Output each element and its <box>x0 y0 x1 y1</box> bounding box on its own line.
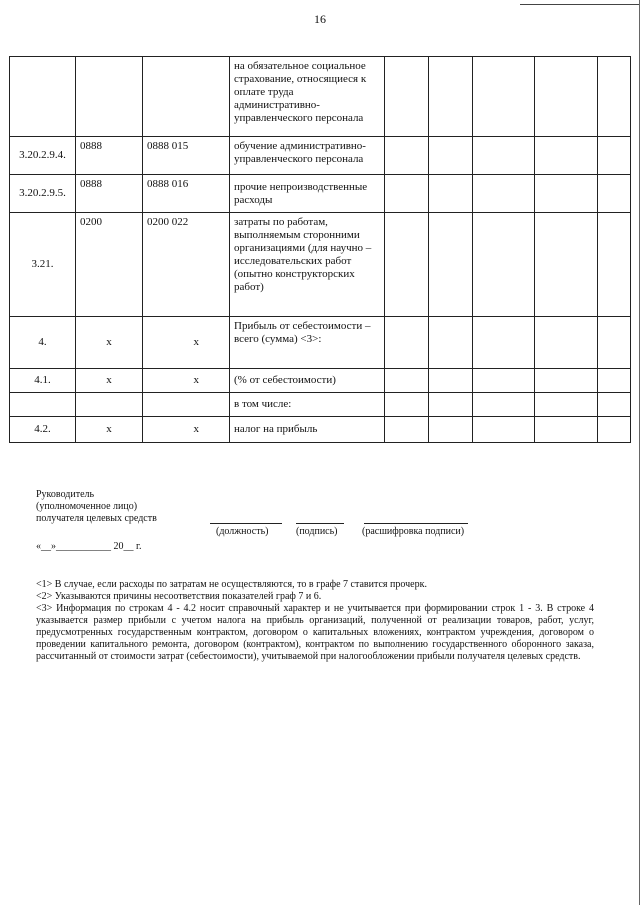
table-row <box>10 137 631 175</box>
row-description: обучение административно-управленческого персонала <box>230 137 385 175</box>
row-description: в том числе: <box>230 393 385 417</box>
row-number: 4.1. <box>10 369 76 393</box>
value-cell <box>598 137 631 175</box>
signatory-block <box>36 489 157 525</box>
value-cell <box>429 213 473 317</box>
value-cell <box>429 137 473 175</box>
value-cell <box>385 213 429 317</box>
row-code <box>76 393 143 417</box>
value-cell <box>473 137 535 175</box>
value-cell <box>429 417 473 443</box>
row-subcode: 0888 016 <box>143 175 230 213</box>
value-cell <box>473 213 535 317</box>
row-description: Прибыль от себестоимости – всего (сумма) <3>: <box>230 317 385 369</box>
value-cell <box>385 175 429 213</box>
value-cell <box>598 369 631 393</box>
value-cell <box>535 393 598 417</box>
row-code: 0888 <box>76 137 143 175</box>
signatory-subtitle: (уполномоченное лицо) <box>36 501 138 512</box>
value-cell <box>473 317 535 369</box>
row-number: 3.20.2.9.5. <box>10 175 76 213</box>
row-subcode: x <box>143 317 230 369</box>
value-cell <box>473 417 535 443</box>
table-row <box>10 417 631 443</box>
row-number: 3.21. <box>10 213 76 317</box>
footnote-1: <1> В случае, если расходы по затратам не осуществляются, то в графе 7 ставится прочерк. <box>36 579 427 590</box>
value-cell <box>598 175 631 213</box>
value-cell <box>429 175 473 213</box>
row-code: 0200 <box>76 213 143 317</box>
expense-table <box>9 56 631 443</box>
top-rule <box>520 4 640 5</box>
table-row <box>10 213 631 317</box>
value-cell <box>385 393 429 417</box>
row-code: x <box>76 317 143 369</box>
value-cell <box>429 317 473 369</box>
row-number: 4.2. <box>10 417 76 443</box>
value-cell <box>473 393 535 417</box>
row-number <box>10 393 76 417</box>
table-row <box>10 393 631 417</box>
value-cell <box>598 317 631 369</box>
row-code <box>76 57 143 137</box>
row-description: затраты по работам, выполняемым сторонними организациями (для научно – исследовательских работ (опытно конструкторских работ) <box>230 213 385 317</box>
value-cell <box>535 369 598 393</box>
table-row <box>10 369 631 393</box>
value-cell <box>535 317 598 369</box>
row-subcode <box>143 57 230 137</box>
value-cell <box>429 393 473 417</box>
position-line <box>210 523 282 524</box>
value-cell <box>535 137 598 175</box>
value-cell <box>535 213 598 317</box>
decode-line <box>364 523 468 524</box>
value-cell <box>385 137 429 175</box>
value-cell <box>598 57 631 137</box>
table-row <box>10 175 631 213</box>
footnote-3: <3> Информация по строкам 4 - 4.2 носит справочный характер и не учитывается при формировании строк 1 - 3. В строке 4 указывается размер прибыли с учетом налога на прибыль организаций, полученной от реализации товаров, работ, услуг, предусмотренных государственным контрактом, договором о капитальных вложениях, контрактом учреждения, договором о проведении капитального ремонта, договором (контрактом), контрактом по выполнению государственного оборонного заказа, рассчитанный от стоимости затрат (себестоимости), учитываемой при налогообложении прибыли получателя целевых средств. <box>36 603 594 662</box>
table-row <box>10 57 631 137</box>
value-cell <box>535 175 598 213</box>
row-subcode: x <box>143 417 230 443</box>
value-cell <box>535 57 598 137</box>
row-code: x <box>76 417 143 443</box>
row-subcode: x <box>143 369 230 393</box>
value-cell <box>535 417 598 443</box>
value-cell <box>473 369 535 393</box>
value-cell <box>385 317 429 369</box>
row-code: x <box>76 369 143 393</box>
footnotes <box>36 579 594 663</box>
row-description: прочие непроизводственные расходы <box>230 175 385 213</box>
value-cell <box>598 213 631 317</box>
signature-line <box>296 523 344 524</box>
row-number <box>10 57 76 137</box>
row-description: налог на прибыль <box>230 417 385 443</box>
row-description: (% от себестоимости) <box>230 369 385 393</box>
row-subcode <box>143 393 230 417</box>
date-line: «__»___________ 20__ г. <box>36 541 142 552</box>
row-description: на обязательное социальное страхование, относящиеся к оплате труда административно-управленческого персонала <box>230 57 385 137</box>
value-cell <box>473 175 535 213</box>
value-cell <box>385 57 429 137</box>
row-number: 3.20.2.9.4. <box>10 137 76 175</box>
position-caption: (должность) <box>216 526 269 537</box>
decode-caption: (расшифровка подписи) <box>362 526 465 537</box>
signatory-recipient: получателя целевых средств <box>36 513 157 524</box>
row-subcode: 0888 015 <box>143 137 230 175</box>
value-cell <box>598 417 631 443</box>
footnote-2: <2> Указываются причины несоответствия показателей граф 7 и 6. <box>36 591 322 602</box>
value-cell <box>385 417 429 443</box>
value-cell <box>385 369 429 393</box>
page-number: 16 <box>314 12 326 26</box>
value-cell <box>473 57 535 137</box>
signatory-title: Руководитель <box>36 489 95 500</box>
row-code: 0888 <box>76 175 143 213</box>
row-subcode: 0200 022 <box>143 213 230 317</box>
value-cell <box>598 393 631 417</box>
value-cell <box>429 369 473 393</box>
value-cell <box>429 57 473 137</box>
row-number: 4. <box>10 317 76 369</box>
table-row <box>10 317 631 369</box>
signature-caption: (подпись) <box>296 526 338 537</box>
